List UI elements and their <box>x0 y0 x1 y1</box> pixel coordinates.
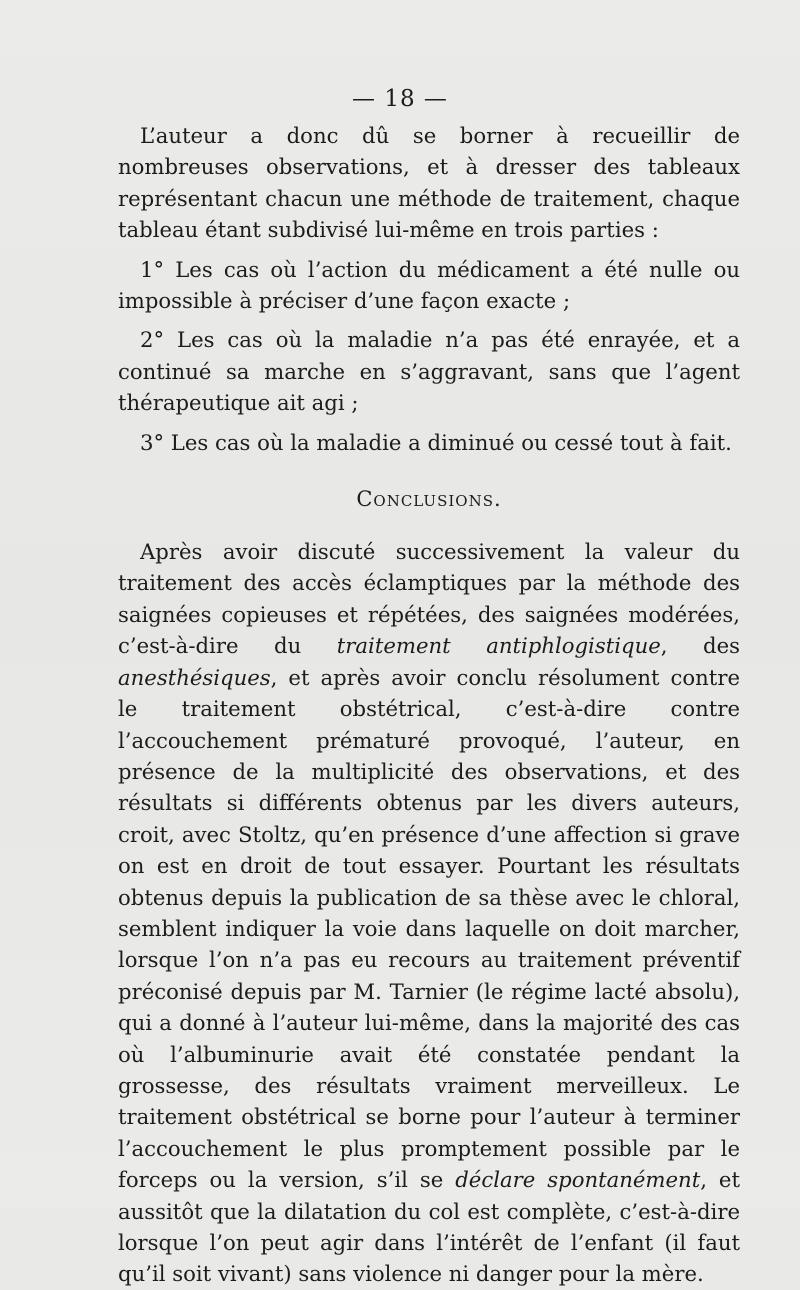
page-number: — 18 — <box>352 86 448 112</box>
text-segment: , et après avoir conclu résolument contre le traitement obstétrical, c’est-à-dire contre l’accouchement prématuré provoqué, l’auteur, en présence de la multiplicité des observations, et des résultats si différents obtenus par les divers auteurs, croit, avec Stoltz, qu’en présence d’une affection si grave on est en droit de tout essayer. Pourtant les résultats obtenus depuis la publication de sa thèse avec le chloral, semblent indiquer la voie dans laquelle on doit marcher, lorsque l’on n’a pas eu recours au traitement préventif préconisé depuis par M. Tarnier (le régime lacté absolu), qui a donné à l’auteur lui-même, dans la majorité des cas où l’albuminurie avait été constatée pendant la grossesse, des résultats vraiment merveilleux. Le traitement obstétrical se borne pour l’auteur à terminer l’accouchement le plus promptement possible par le forceps ou la version, s’il se <box>118 664 740 1193</box>
text-segment: , des <box>660 633 740 659</box>
text-segment: Après avoir discuté successivement la valeur du traitement des accès éclamptiques par la méthode des saignées copieuses et répétées, des saignées modérées, c’est-à-dire du <box>118 539 740 659</box>
conclusions-paragraph <box>118 536 740 1290</box>
italic-term: traitement antiphlogistique <box>336 633 661 659</box>
list-item: 2° Les cas où la maladie n’a pas été enrayée, et a continué sa marche en s’aggravant, sans que l’agent thérapeutique ait agi ; <box>118 327 740 416</box>
italic-term: anesthésiques <box>118 664 271 690</box>
text-segment: , et aussitôt que la dilatation du col est complète, c’est-à-dire lorsque l’on peut agir dans l’intérêt de l’enfant (il faut qu’il soit vivant) sans violence ni danger pour la mère. <box>118 1167 740 1287</box>
list-item: 3° Les cas où la maladie a diminué ou cessé tout à fait. <box>140 429 732 455</box>
intro-paragraph: L’auteur a donc dû se borner à recueillir de nombreuses observations, et à dresser des tableaux représentant chacun une méthode de traitement, chaque tableau étant subdivisé lui-même en trois parties : <box>118 123 740 243</box>
list-item: 1° Les cas où l’action du médicament a été nulle ou impossible à préciser d’une façon exacte ; <box>118 256 740 314</box>
text-block <box>118 120 740 1290</box>
section-heading: Conclusions. <box>356 487 502 512</box>
italic-term: déclare spontanément <box>455 1167 701 1193</box>
